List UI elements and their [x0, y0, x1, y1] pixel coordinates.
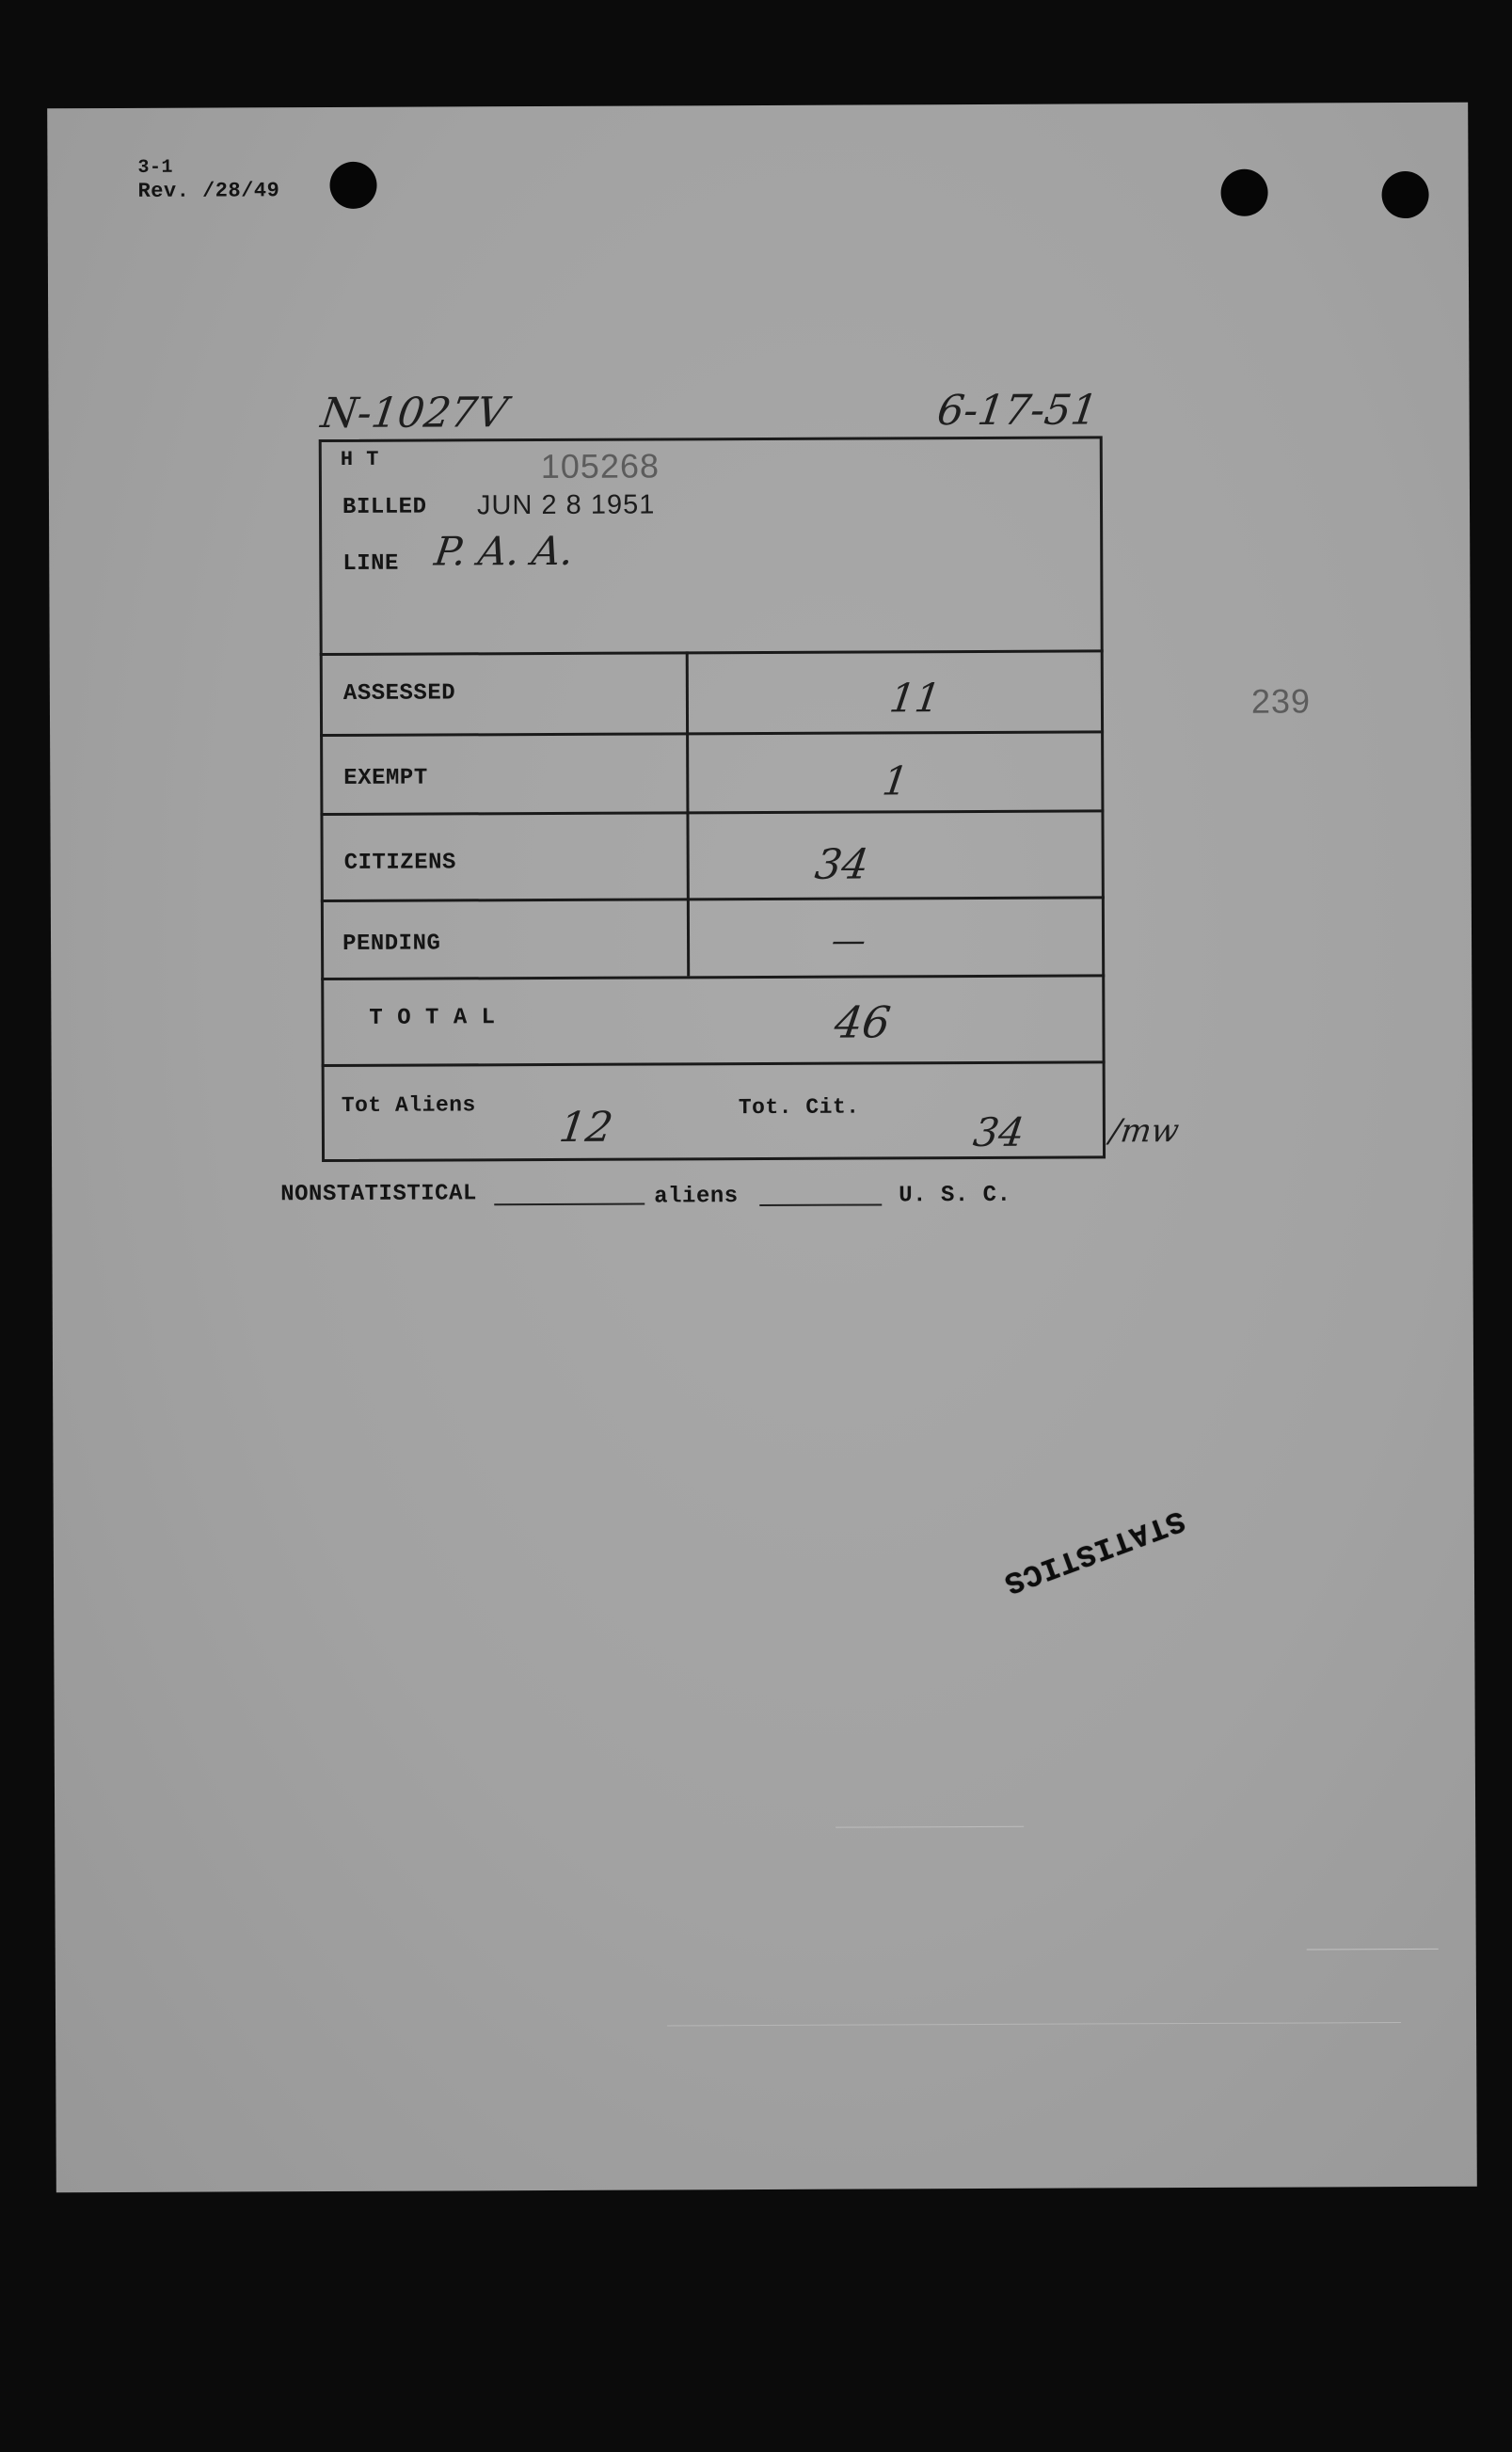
row-value: 1 [879, 757, 912, 804]
ht-label: H T [340, 447, 379, 471]
nonstatistical-label: NONSTATISTICAL [280, 1181, 477, 1208]
row-label: EXEMPT [343, 765, 428, 791]
aliens-label: aliens [654, 1184, 739, 1210]
statistics-stamp: STATISTICS [998, 1502, 1190, 1601]
form-revision: Rev. /28/49 [137, 179, 280, 203]
aliens-blank [759, 1203, 882, 1206]
scan-artifact-line [1307, 1949, 1439, 1950]
row-label: ASSESSED [342, 680, 456, 707]
row-label: PENDING [342, 931, 441, 957]
tot-aliens-label: Tot Aliens [341, 1092, 476, 1118]
line-value: P. A. A. [431, 527, 577, 575]
line-label: LINE [342, 550, 399, 577]
tot-cit-label: Tot. Cit. [738, 1094, 860, 1121]
clerk-initials: /mw [1107, 1112, 1182, 1151]
punch-hole-left [329, 162, 376, 209]
usc-label: U. S. C. [899, 1182, 1011, 1209]
side-number: 239 [1250, 681, 1312, 721]
scan-artifact-line [667, 2022, 1401, 2026]
tot-cit-value: 34 [970, 1108, 1027, 1156]
total-label: T O T A L [369, 1005, 496, 1031]
tot-aliens-value: 12 [556, 1103, 616, 1152]
row-value: 34 [812, 840, 872, 889]
row-value: 11 [886, 675, 944, 722]
form-code: 3-1 [137, 156, 174, 179]
billed-date: JUN 2 8 1951 [476, 489, 656, 521]
file-number: N-1027V [318, 389, 511, 438]
nonstatistical-blank [494, 1203, 645, 1206]
billed-label: BILLED [342, 494, 427, 520]
total-value: 46 [831, 996, 894, 1048]
row-value: — [829, 921, 868, 961]
paper-sheet [47, 103, 1477, 2193]
punch-hole-right-1 [1220, 169, 1267, 216]
row-label: CITIZENS [343, 850, 456, 876]
header-date: 6-17-51 [934, 386, 1101, 436]
scan-artifact-line [836, 1826, 1024, 1828]
ht-number: 105268 [540, 446, 661, 486]
punch-hole-right-2 [1381, 171, 1428, 218]
